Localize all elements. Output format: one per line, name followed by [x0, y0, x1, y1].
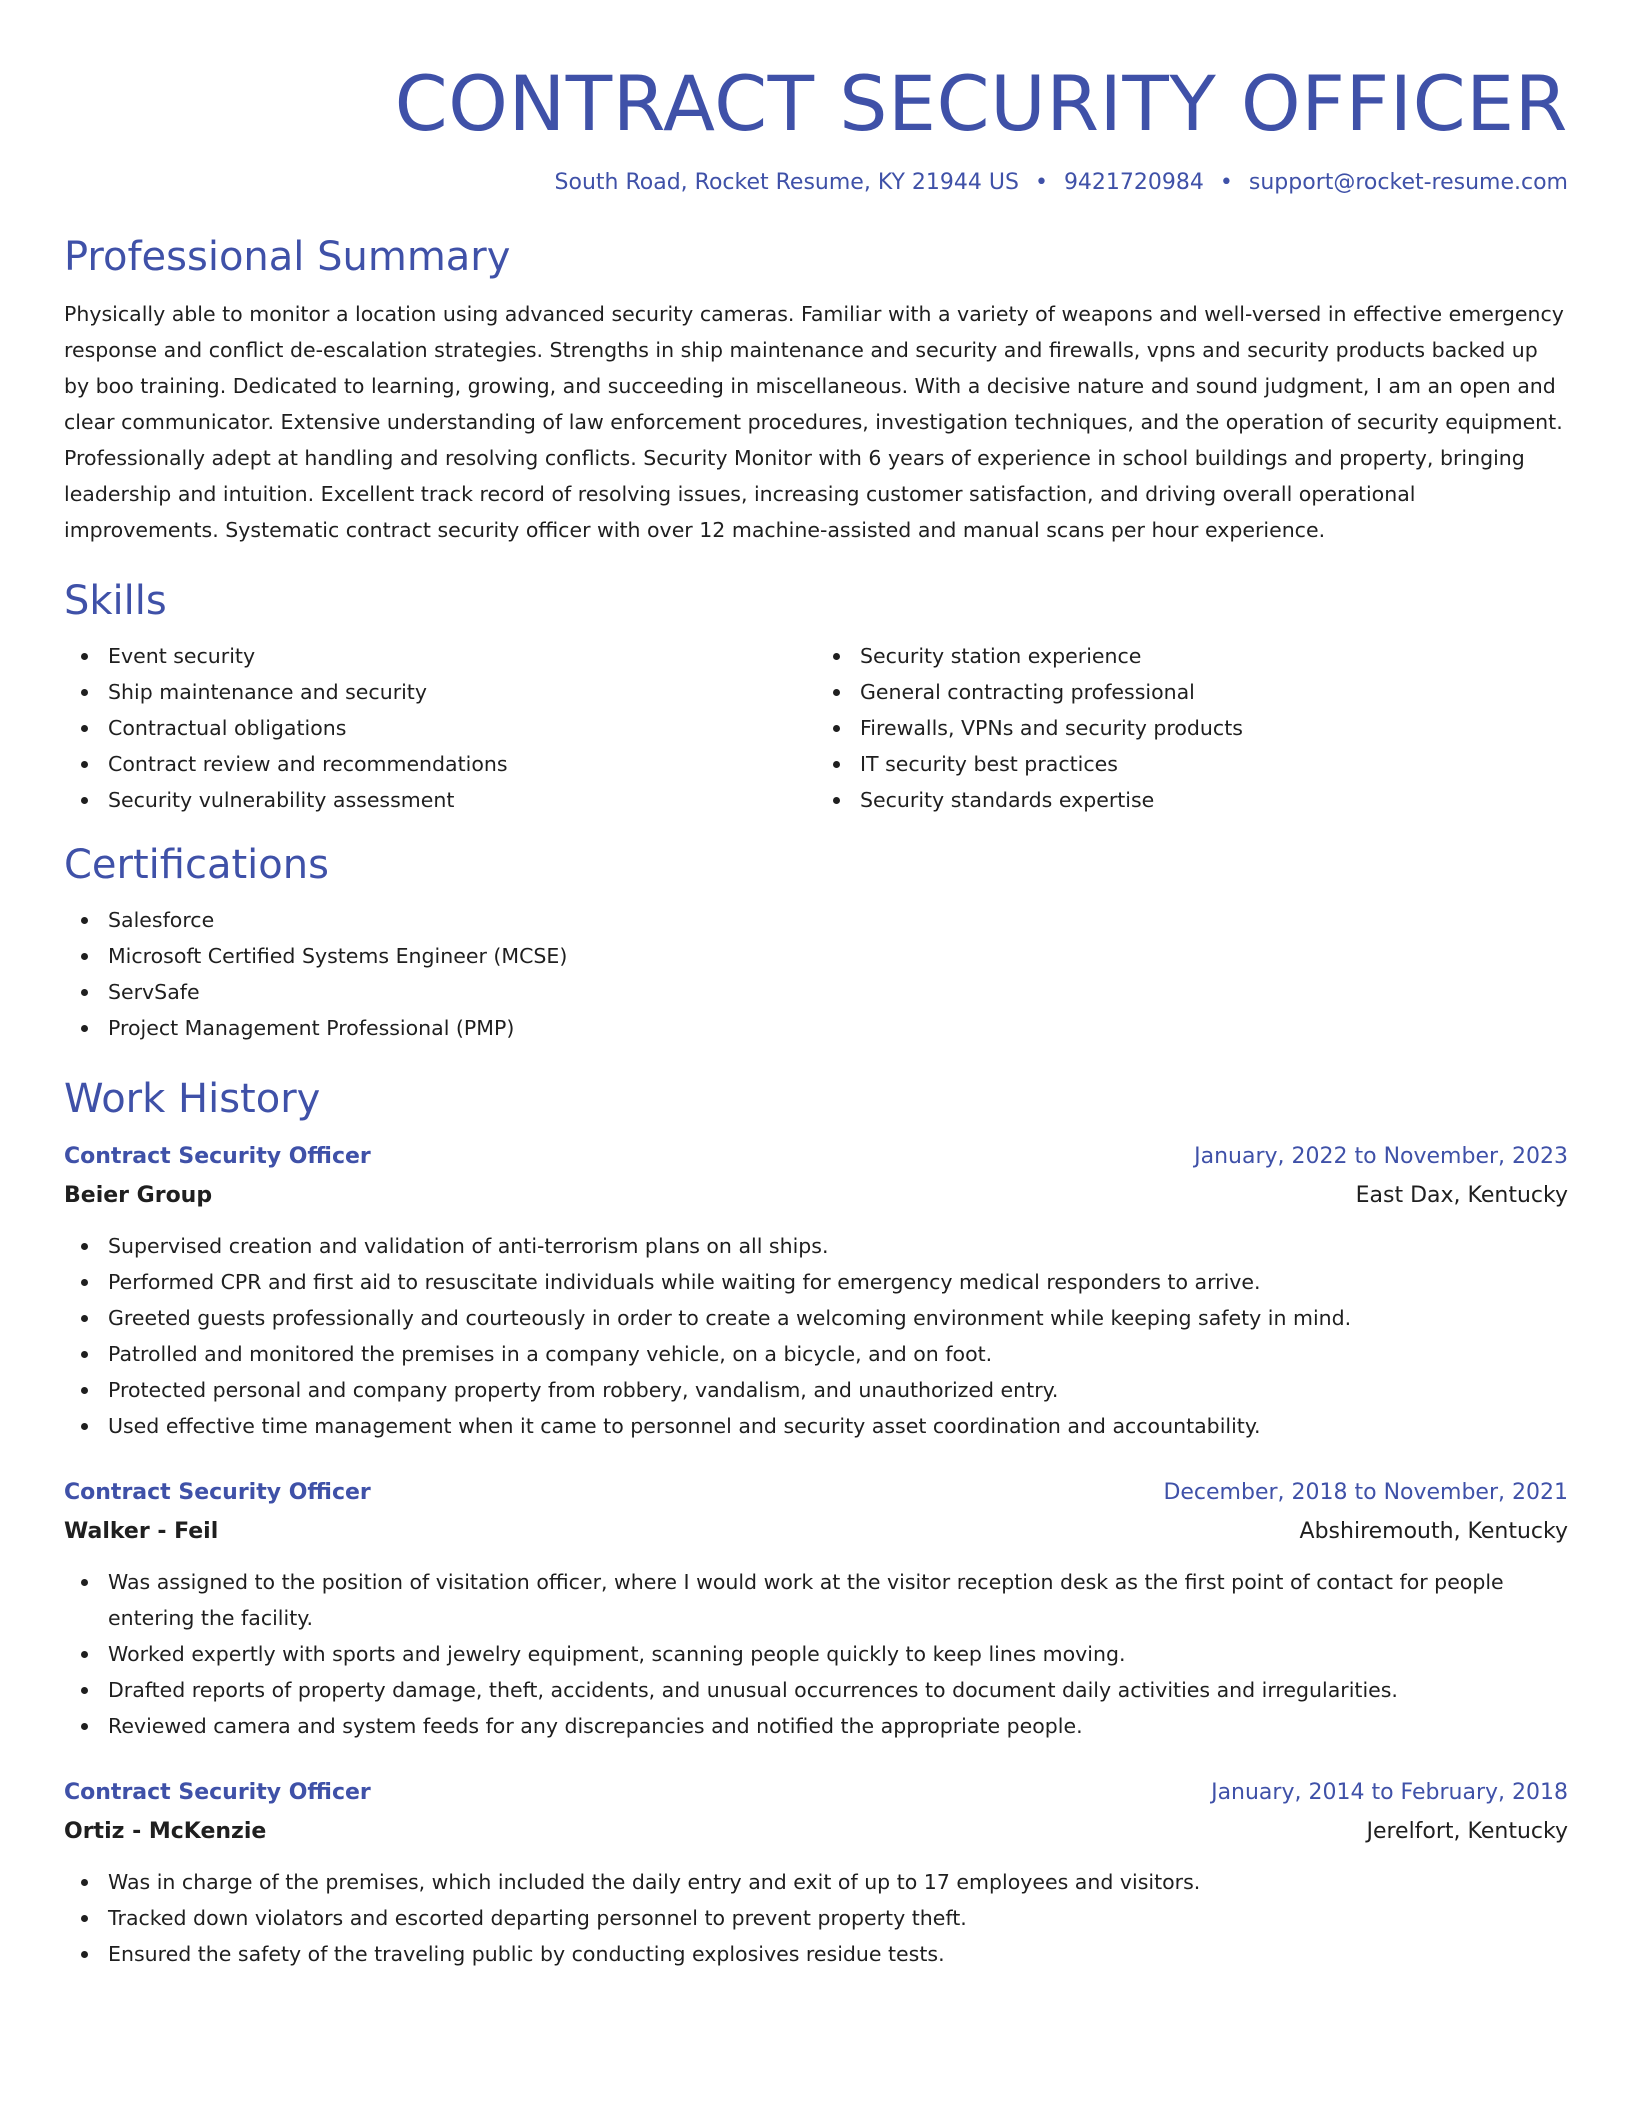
skills-column-left	[64, 638, 816, 818]
job-location: Jerelfort, Kentucky	[1366, 1819, 1568, 1844]
contact-email[interactable]: support@rocket-resume.com	[1248, 170, 1568, 195]
summary-heading: Professional Summary	[64, 234, 511, 280]
skill-item: General contracting professional	[860, 674, 1568, 710]
job-header-row	[64, 1138, 1568, 1176]
job-location: East Dax, Kentucky	[1355, 1183, 1568, 1208]
job-title: Contract Security Officer	[64, 1780, 371, 1805]
job-duty-item: Patrolled and monitored the premises in a company vehicle, on a bicycle, and on foot.	[108, 1336, 1568, 1372]
resume-page	[64, 0, 1568, 1972]
certifications-heading: Certifications	[64, 842, 329, 888]
certification-item: ServSafe	[108, 974, 1568, 1010]
job-entry	[64, 1138, 1568, 1444]
job-entry	[64, 1774, 1568, 1972]
job-company: Walker - Feil	[64, 1519, 219, 1544]
job-duty-item: Greeted guests professionally and courteously in order to create a welcoming environment while keeping safety in mind.	[108, 1300, 1568, 1336]
skill-item: Security vulnerability assessment	[108, 782, 816, 818]
job-duties-list	[64, 1228, 1568, 1444]
contact-separator: •	[1034, 170, 1048, 195]
job-company: Ortiz - McKenzie	[64, 1819, 267, 1844]
job-duties-list	[64, 1864, 1568, 1972]
job-duty-item: Protected personal and company property from robbery, vandalism, and unauthorized entry.	[108, 1372, 1568, 1408]
job-company-row	[64, 1812, 1568, 1852]
skill-item: IT security best practices	[860, 746, 1568, 782]
job-location: Abshiremouth, Kentucky	[1299, 1519, 1568, 1544]
job-header-row	[64, 1474, 1568, 1512]
job-duty-item: Worked expertly with sports and jewelry equipment, scanning people quickly to keep lines moving.	[108, 1636, 1568, 1672]
contact-phone: 9421720984	[1063, 170, 1204, 195]
contact-separator: •	[1219, 170, 1233, 195]
skill-item: Security standards expertise	[860, 782, 1568, 818]
contact-line	[64, 168, 1568, 198]
job-company-row	[64, 1176, 1568, 1216]
work-history-heading: Work History	[64, 1076, 321, 1122]
skill-item: Ship maintenance and security	[108, 674, 816, 710]
job-duty-item: Used effective time management when it came to personnel and security asset coordination and accountability.	[108, 1408, 1568, 1444]
skill-item: Firewalls, VPNs and security products	[860, 710, 1568, 746]
certification-item: Project Management Professional (PMP)	[108, 1010, 1568, 1046]
job-dates: December, 2018 to November, 2021	[1163, 1480, 1568, 1505]
skill-item: Event security	[108, 638, 816, 674]
job-dates: January, 2014 to February, 2018	[1211, 1780, 1568, 1805]
job-duty-item: Performed CPR and first aid to resuscitate individuals while waiting for emergency medical responders to arrive.	[108, 1264, 1568, 1300]
job-duty-item: Ensured the safety of the traveling public by conducting explosives residue tests.	[108, 1936, 1568, 1972]
job-duty-item: Drafted reports of property damage, theft, accidents, and unusual occurrences to document daily activities and irregularities.	[108, 1672, 1568, 1708]
job-dates: January, 2022 to November, 2023	[1194, 1144, 1568, 1169]
job-duty-item: Was in charge of the premises, which included the daily entry and exit of up to 17 employees and visitors.	[108, 1864, 1568, 1900]
job-header-row	[64, 1774, 1568, 1812]
job-duty-item: Was assigned to the position of visitation officer, where I would work at the visitor reception desk as the first point of contact for people entering the facility.	[108, 1564, 1568, 1636]
skill-item: Security station experience	[860, 638, 1568, 674]
skills-column-right	[816, 638, 1568, 818]
skill-item: Contractual obligations	[108, 710, 816, 746]
certification-item: Salesforce	[108, 902, 1568, 938]
contact-address: South Road, Rocket Resume, KY 21944 US	[554, 170, 1019, 195]
job-company: Beier Group	[64, 1183, 213, 1208]
candidate-name: CONTRACT SECURITY OFFICER	[394, 59, 1568, 148]
skill-item: Contract review and recommendations	[108, 746, 816, 782]
job-entry	[64, 1474, 1568, 1744]
job-duty-item: Tracked down violators and escorted departing personnel to prevent property theft.	[108, 1900, 1568, 1936]
job-duties-list	[64, 1564, 1568, 1744]
summary-text: Physically able to monitor a location using advanced security cameras. Familiar with a variety of weapons and well-versed in effective emergency response and conflict de-escalation strategies. Strengths in ship maintenance and security and firewalls, vpns and security products backed up by boo training. Dedicated to learning, growing, and succeeding in miscellaneous. With a decisive nature and sound judgment, I am an open and clear communicator. Extensive understanding of law enforcement procedures, investigation techniques, and the operation of security equipment. Professionally adept at handling and resolving conflicts. Security Monitor with 6 years of experience in school buildings and property, bringing leadership and intuition. Excellent track record of resolving issues, increasing customer satisfaction, and driving overall operational improvements. Systematic contract security officer with over 12 machine-assisted and manual scans per hour experience.	[64, 302, 1564, 542]
job-duty-item: Supervised creation and validation of anti-terrorism plans on all ships.	[108, 1228, 1568, 1264]
certifications-list	[64, 902, 1568, 1046]
job-title: Contract Security Officer	[64, 1144, 371, 1169]
certification-item: Microsoft Certified Systems Engineer (MCSE)	[108, 938, 1568, 974]
job-duty-item: Reviewed camera and system feeds for any discrepancies and notified the appropriate people.	[108, 1708, 1568, 1744]
job-title: Contract Security Officer	[64, 1480, 371, 1505]
skills-list	[64, 638, 1568, 818]
job-company-row	[64, 1512, 1568, 1552]
skills-heading: Skills	[64, 578, 167, 624]
